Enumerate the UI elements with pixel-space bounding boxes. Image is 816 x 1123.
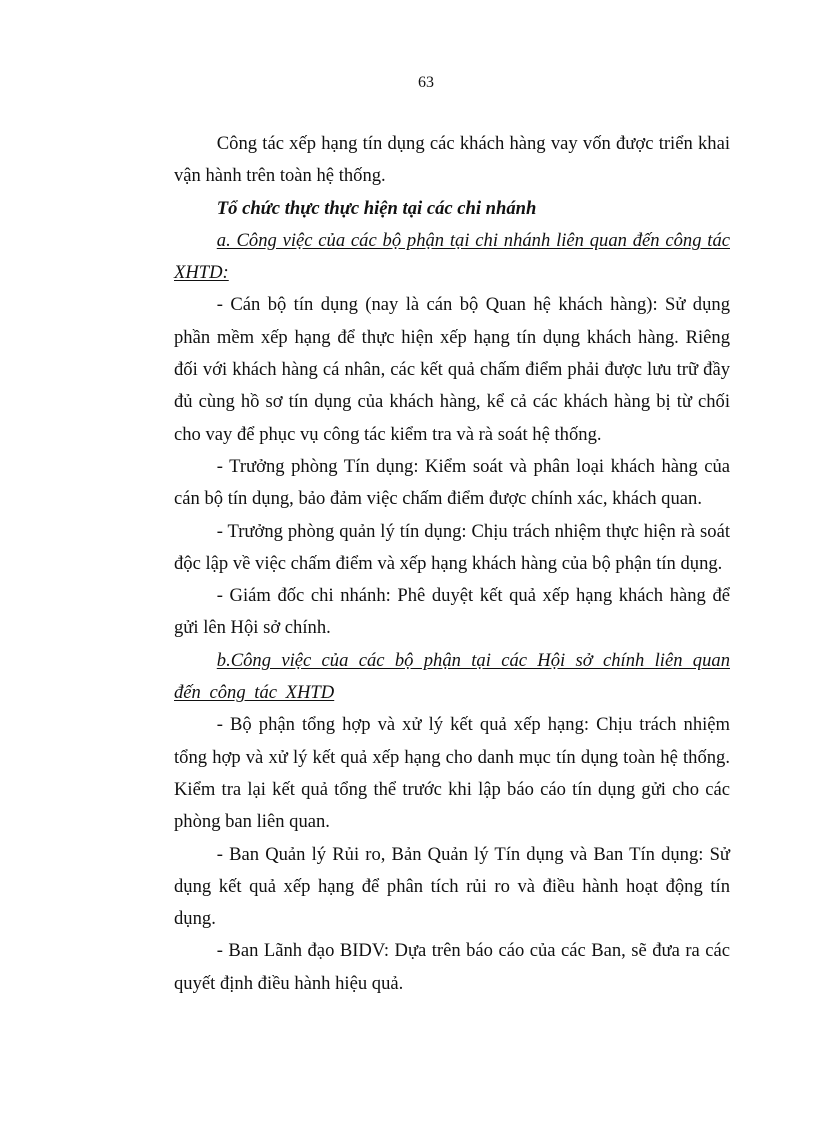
intro-paragraph: Công tác xếp hạng tín dụng các khách hàng vay vốn được triển khai vận hành trên toàn hệ thống. [174,133,730,187]
body-paragraph: - Ban Quản lý Rủi ro, Bản Quản lý Tín dụng và Ban Tín dụng: Sử dụng kết quả xếp hạng để phân tích rủi ro và điều hành hoạt động tín dụng. [174,843,730,930]
body-paragraph: - Ban Lãnh đạo BIDV: Dựa trên báo cáo của các Ban, sẽ đưa ra các quyết định điều hành hiệu quả. [174,940,730,994]
subheading-a: a. Công việc của các bộ phận tại chi nhánh liên quan đến công tác XHTD: [174,229,730,284]
section-heading: Tổ chức thực thực hiện tại các chi nhánh [216,197,537,219]
body-paragraph: - Trưởng phòng quản lý tín dụng: Chịu trách nhiệm thực hiện rà soát độc lập về việc chấm điểm và xếp hạng khách hàng của bộ phận tín dụng. [174,520,730,574]
body-paragraph: - Trưởng phòng Tín dụng: Kiểm soát và phân loại khách hàng của cán bộ tín dụng, bảo đảm việc chấm điểm được chính xác, khách quan. [174,455,730,510]
page-number: 63 [418,74,434,91]
body-paragraph: - Giám đốc chi nhánh: Phê duyệt kết quả xếp hạng khách hàng để gửi lên Hội sở chính. [174,585,730,639]
subheading-b: b.Công việc của các bộ phận tại các Hội sở chính liên quan đến công tác XHTD [174,649,730,704]
body-paragraph: - Cán bộ tín dụng (nay là cán bộ Quan hệ khách hàng): Sử dụng phần mềm xếp hạng để thực hiện xếp hạng tín dụng khách hàng. Riêng đối với khách hàng cá nhân, các kết quả chấm điểm phải được lưu trữ đầy đủ cùng hồ sơ tín dụng của khách hàng, kể cả các khách hàng bị từ chối cho vay để phục vụ công tác kiểm tra và rà soát hệ thống. [174,294,730,445]
document-body [174,128,730,1000]
body-paragraph: - Bộ phận tổng hợp và xử lý kết quả xếp hạng: Chịu trách nhiệm tổng hợp và xử lý kết quả xếp hạng cho danh mục tín dụng toàn hệ thống. Kiểm tra lại kết quả tổng thể trước khi lập báo cáo tín dụng gửi cho các phòng ban liên quan. [174,714,730,833]
